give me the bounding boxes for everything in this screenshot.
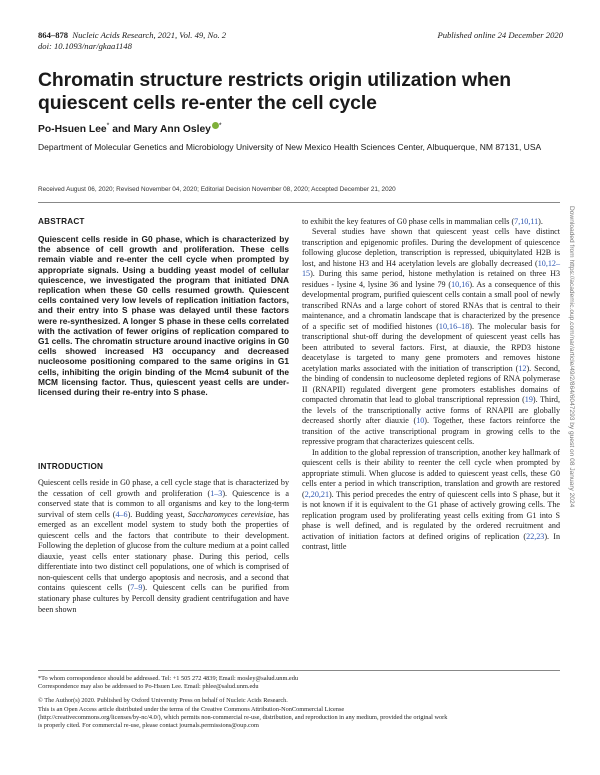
citation-link[interactable]: 10,16 <box>451 279 470 289</box>
orcid-icon[interactable] <box>212 122 219 129</box>
introduction-heading: INTRODUCTION <box>38 462 104 471</box>
author-lee[interactable]: Po-Hsuen Lee <box>38 124 107 135</box>
species-name: Saccharomyces cerevisiae <box>187 509 274 519</box>
body-paragraph: In addition to the global repression of transcription, another key hallmark of quiescent cells is their ability to reenter the cell cycle when prompted by appropriate stimuli. When glucose is added to quiescent yeast cells, these G0 cells enter a period in which transcription, translation and growth are restored (2,20,21). This period precedes the entry of quiescent cells into S phase, but it is not known if it is equivalent to the G1 phase of actively growing cells. The replication program used by proliferating yeast cells exiting from G1 into S phase is well defined, and is regulated by the ordered recruitment and activation of initiation factors at defined origins of replication (22,23). In contrast, little <box>302 447 560 552</box>
corresponding-mark: * <box>218 122 222 130</box>
citation-link[interactable]: 4–6 <box>115 509 128 519</box>
footnote-divider <box>38 670 560 671</box>
author-line <box>38 122 222 135</box>
download-watermark: Downloaded from https://academic.oup.com/nar/article/49/2/864/6047293 by guest on 08 January 2024 <box>568 206 575 508</box>
author-join: and <box>112 124 131 135</box>
article-title: Chromatin structure restricts origin utilization when quiescent cells re-enter the cell cycle <box>38 69 512 114</box>
body-paragraph: Several studies have shown that quiescent yeast cells have distinct transcription and epigenomic profiles. During the development of quiescence following glucose depletion, transcription is repressed, ubiquitylated H2B is lost, and histone H3 and H4 acetylation levels are globally decreased (10,12–15). During this same period, histone methylation is retained on three H3 residues - lysine 4, lysine 36 and lysine 79 (10,16). As a consequence of this developmental program, purified quiescent cells contain a small pool of newly transcribed RNAs and a large cohort of stored RNAs that is central to their maintenance, and a chromatin landscape that is characterized by the presence of a specific set of modified histones (10,16–18). The molecular basis for transcriptional shut-off during the development of quiescent yeast cells has been attributed to several factors. First, at diauxie, the RPD3 histone deacetylase is targeted to many gene promoters and removes histone acetylation marks associated with the initiation of transcription (12). Second, the binding of condensin to nucleosome depleted regions of RNA polymerase II (RNAPII) regulated divergent gene promoters establishes domains of compacted chromatin that lead to global transcriptional repression (19). Third, the levels of the transcriptionally active forms of RNAPII are globally decreased shortly after diauxie (10). Together, these factors reinforce the transition of the active transcriptional program in growing cells to the repressive program that characterizes quiescent cells. <box>302 227 561 447</box>
citation-link[interactable]: 22,23 <box>526 531 545 541</box>
copyright-note: © The Author(s) 2020. Published by Oxford University Press on behalf of Nucleic Acids Research. <box>38 697 288 705</box>
body-paragraph: to exhibit the key features of G0 phase cells in mammalian cells (7,10,11). <box>302 217 543 226</box>
introduction-paragraph: Quiescent cells reside in G0 phase, a cell cycle stage that is characterized by the cessation of cell growth and proliferation (1–3). Quiescence is a conserved state that is common to all organisms and key to the long-term survival of stem cells (4–6). Budding yeast, Saccharomyces cerevisiae, has emerged as an excellent model system to study both the properties of quiescent cells and the factors that contribute to their development. Following the depletion of glucose from the culture medium at a point called diauxie, yeast cells enter stationary phase. During this period, cells differentiate into two distinct cell populations, one of which is comprised of non-quiescent cells that undergo apoptosis and necrosis, and a second that contains quiescent cells (7–9). Quiescent cells can be purified from stationary phase cultures by Percoll density gradient centrifugation and have been shown <box>38 478 289 614</box>
abstract-text: Quiescent cells reside in G0 phase, which is characterized by the absence of cell growth and proliferation. These cells remain viable and re-enter the cell cycle when prompted by appropriate signals. Using a budding yeast model of cellular quiescence, we investigated the program that initiated DNA replication when these G0 cells resumed growth. Quiescent cells contained very low levels of replication initiation factors, and their entry into S phase was delayed until these factors were re-synthesized. A longer S phase in these cells correlated with the activation of fewer origins of replication compared to G1 cells. The chromatin structure around inactive origins in G0 cells showed increased H3 occupancy and decreased nucleosome positioning compared to the same origins in G1 cells, inhibiting the origin binding of the Mcm4 subunit of the MCM licensing factor. Thus, quiescent yeast cells are under-licensed during their re-entry into S phase. <box>38 234 289 398</box>
header-divider <box>38 202 560 203</box>
citation-link[interactable]: 10,16–18 <box>438 321 470 331</box>
affiliation: Department of Molecular Genetics and Microbiology University of New Mexico Health Sciences Center, Albuquerque, NM 87131, USA <box>38 142 542 152</box>
permissions-note: is properly cited. For commercial re-use, please contact journals.permissions@oup.com <box>38 722 259 730</box>
citation-link[interactable]: 10 <box>416 416 425 426</box>
license-note: This is an Open Access article distributed under the terms of the Creative Commons Attribution-NonCommercial License <box>38 705 345 713</box>
journal-citation: Nucleic Acids Research, 2021, Vol. 49, No. 2 <box>72 30 227 40</box>
citation-link[interactable]: 19 <box>524 395 533 405</box>
correspondence-note: Correspondence may also be addressed to Po-Hsuen Lee. Email: phlee@salud.unm.edu <box>38 683 259 691</box>
corresponding-mark: * <box>106 122 110 130</box>
history-dates: Received August 06, 2020; Revised November 04, 2020; Editorial Decision November 08, 2020; Accepted December 21, 2020 <box>38 186 396 193</box>
correspondence-note: *To whom correspondence should be addressed. Tel: +1 505 272 4839; Email: mosley@salud.unm.edu <box>38 675 299 682</box>
author-osley[interactable]: Mary Ann Osley <box>133 124 211 135</box>
doi-link[interactable]: doi: 10.1093/nar/gkaa1148 <box>38 41 132 51</box>
published-date: Published online 24 December 2020 <box>437 30 563 40</box>
right-column <box>302 217 560 553</box>
citation-link[interactable]: 7–9 <box>130 583 143 593</box>
citation-link[interactable]: 7,10,11 <box>514 217 539 226</box>
citation-link[interactable]: 1–3 <box>210 488 223 498</box>
citation-link[interactable]: 12 <box>518 363 527 373</box>
page-range: 864–878 <box>38 30 69 40</box>
abstract-heading: ABSTRACT <box>38 217 85 226</box>
footnotes <box>38 675 560 730</box>
license-link[interactable]: (http://creativecommons.org/licenses/by-nc/4.0/), which permits non-commercial re-use, distribution, and reproduction in any medium, provided the original work <box>38 713 448 721</box>
citation-link[interactable]: 10,12–15 <box>302 258 560 279</box>
running-header <box>38 30 226 52</box>
citation-link[interactable]: 2,20,21 <box>304 489 329 499</box>
